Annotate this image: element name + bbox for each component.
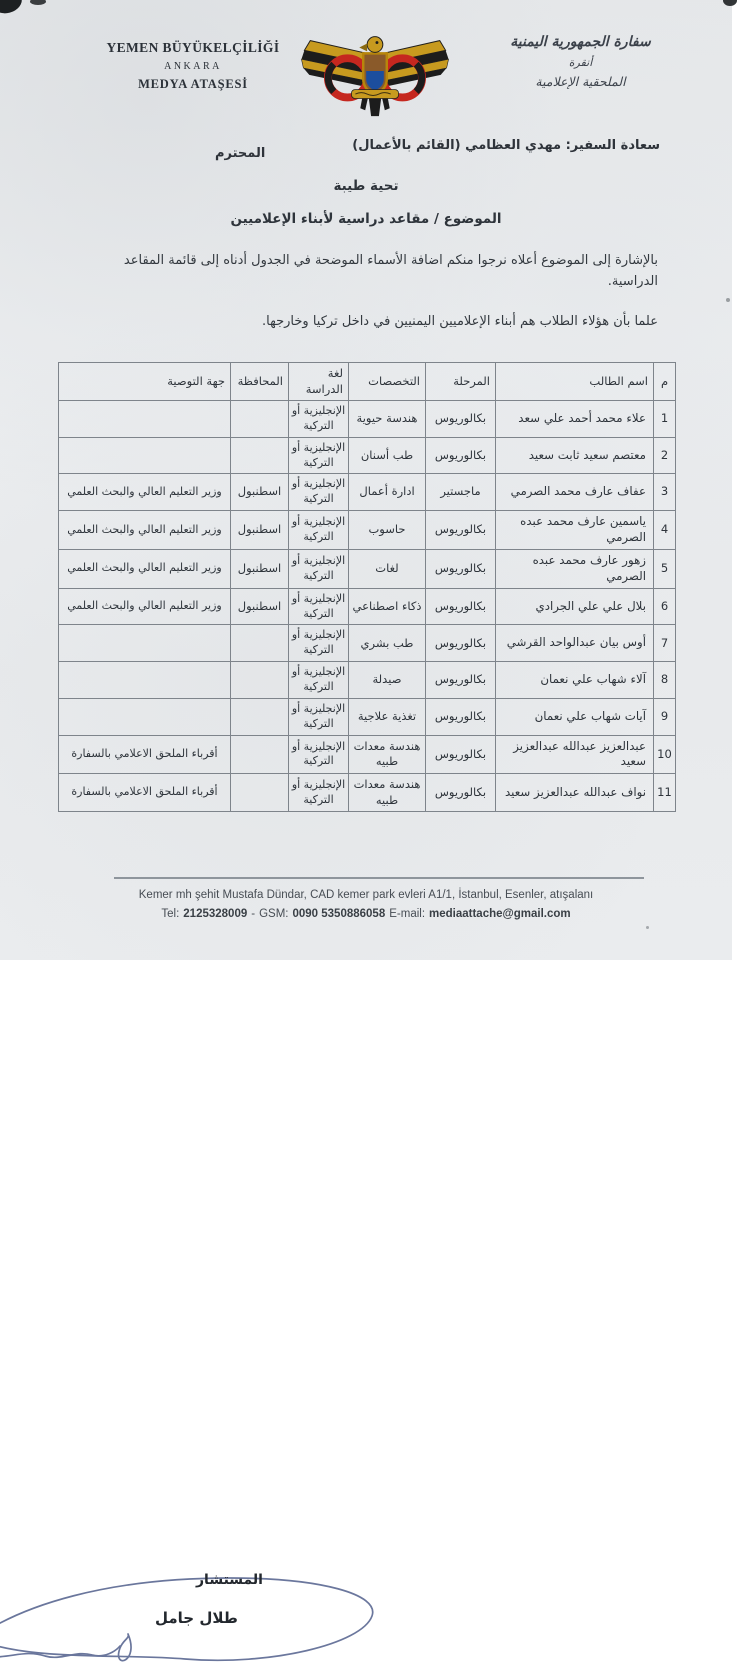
- table-cell: صيدلة: [349, 662, 426, 699]
- table-cell: 5: [654, 549, 676, 588]
- email-label: E-mail:: [389, 908, 426, 920]
- table-cell: وزير التعليم العالي والبحث العلمي: [59, 549, 231, 588]
- table-row: [59, 511, 676, 550]
- table-cell: [231, 437, 289, 474]
- gsm-label: GSM:: [259, 908, 289, 920]
- table-cell: 4: [654, 511, 676, 550]
- table-cell: آيات شهاب علي نعمان: [496, 698, 654, 735]
- table-cell: بكالوريوس: [426, 625, 496, 662]
- table-cell: 7: [654, 625, 676, 662]
- footer-divider: [114, 877, 644, 879]
- table-row: [59, 474, 676, 511]
- tel-number: 2125328009: [183, 908, 248, 920]
- table-cell: بكالوريوس: [426, 401, 496, 438]
- media-attache-label-arabic: الملحقية الإعلامية: [535, 74, 626, 89]
- table-cell: بكالوريوس: [426, 437, 496, 474]
- table-cell: ذكاء اصطناعي: [349, 588, 426, 625]
- salutation-row: [95, 138, 660, 161]
- table-cell: [59, 625, 231, 662]
- embassy-name-arabic: [493, 34, 668, 89]
- table-cell: الإنجليزية أو التركية: [289, 735, 349, 774]
- table-header-cell: المرحلة: [426, 363, 496, 401]
- table-cell: الإنجليزية أو التركية: [289, 698, 349, 735]
- table-cell: أقرباء الملحق الاعلامي بالسفارة: [59, 774, 231, 812]
- table-cell: زهور عارف محمد عبده الصرمي: [496, 549, 654, 588]
- students-table-wrapper: [58, 362, 675, 812]
- embassy-city-arabic: أنقرة: [568, 56, 593, 69]
- body-paragraph-2: علما بأن هؤلاء الطلاب هم أبناء الإعلاميين اليمنيين في داخل تركيا وخارجها.: [262, 314, 658, 329]
- table-cell: لغات: [349, 549, 426, 588]
- scan-speck: [726, 298, 730, 302]
- table-cell: أوس بيان عبدالواحد القرشي: [496, 625, 654, 662]
- table-cell: أقرباء الملحق الاعلامي بالسفارة: [59, 735, 231, 774]
- table-row: [59, 698, 676, 735]
- email-address: mediaattache@gmail.com: [429, 908, 571, 920]
- table-cell: ادارة أعمال: [349, 474, 426, 511]
- table-cell: [59, 662, 231, 699]
- table-cell: [59, 698, 231, 735]
- table-cell: [231, 625, 289, 662]
- table-cell: اسطنبول: [231, 511, 289, 550]
- table-cell: ماجستير: [426, 474, 496, 511]
- table-cell: بلال علي علي الجرادي: [496, 588, 654, 625]
- table-cell: اسطنبول: [231, 588, 289, 625]
- table-cell: وزير التعليم العالي والبحث العلمي: [59, 474, 231, 511]
- table-cell: وزير التعليم العالي والبحث العلمي: [59, 588, 231, 625]
- table-cell: بكالوريوس: [426, 549, 496, 588]
- table-cell: هندسة معدات طبيه: [349, 774, 426, 812]
- table-row: [59, 437, 676, 474]
- yemen-coat-of-arms-icon: [296, 20, 454, 122]
- subject-line: الموضوع / مقاعد دراسية لأبناء الإعلاميين: [230, 211, 502, 227]
- table-cell: آلاء شهاب علي نعمان: [496, 662, 654, 699]
- table-cell: نواف عبدالله عبدالعزيز سعيد: [496, 774, 654, 812]
- table-cell: تغذية علاجية: [349, 698, 426, 735]
- table-body: [59, 401, 676, 812]
- table-row: [59, 588, 676, 625]
- table-cell: الإنجليزية أو التركية: [289, 401, 349, 438]
- table-cell: 3: [654, 474, 676, 511]
- scan-speck: [0, 0, 24, 17]
- table-header-cell: م: [654, 363, 676, 401]
- body-paragraph-1: بالإشارة إلى الموضوع أعلاه نرجوا منكم اضافة الأسماء الموضحة في الجدول أدناه إلى قائمة المقاعد الدراسية.: [123, 253, 658, 289]
- table-cell: الإنجليزية أو التركية: [289, 549, 349, 588]
- table-cell: بكالوريوس: [426, 774, 496, 812]
- table-cell: اسطنبول: [231, 549, 289, 588]
- signatory-title: المستشار: [196, 1572, 263, 1588]
- table-cell: اسطنبول: [231, 474, 289, 511]
- table-row: [59, 735, 676, 774]
- salutation-text: سعادة السفير: مهدي العظامي (القائم بالأعمال): [352, 138, 660, 153]
- table-cell: طب أسنان: [349, 437, 426, 474]
- footer-contacts: [0, 908, 732, 920]
- footer-address: Kemer mh şehit Mustafa Dündar, CAD kemer park evleri A1/1, İstanbul, Esenler, atışalanı: [138, 889, 594, 901]
- table-cell: بكالوريوس: [426, 588, 496, 625]
- scan-speck: [646, 926, 649, 929]
- embassy-name-turkish: [98, 40, 288, 92]
- table-cell: بكالوريوس: [426, 662, 496, 699]
- table-cell: معتصم سعيد ثابت سعيد: [496, 437, 654, 474]
- students-table: [58, 362, 676, 812]
- table-header-cell: التخصصات: [349, 363, 426, 401]
- table-cell: ياسمين عارف محمد عبده الصرمي: [496, 511, 654, 550]
- table-cell: 2: [654, 437, 676, 474]
- table-cell: [231, 401, 289, 438]
- table-cell: هندسة حيوية: [349, 401, 426, 438]
- table-cell: 11: [654, 774, 676, 812]
- table-cell: علاء محمد أحمد علي سعد: [496, 401, 654, 438]
- table-cell: عفاف عارف محمد الصرمي: [496, 474, 654, 511]
- table-header-cell: المحافظة: [231, 363, 289, 401]
- table-header-cell: جهة التوصية: [59, 363, 231, 401]
- table-cell: حاسوب: [349, 511, 426, 550]
- table-cell: طب بشري: [349, 625, 426, 662]
- table-row: [59, 549, 676, 588]
- table-cell: 6: [654, 588, 676, 625]
- scan-speck: [723, 0, 737, 6]
- table-cell: [59, 401, 231, 438]
- media-attache-label: MEDYA ATAŞESİ: [138, 77, 248, 91]
- table-cell: هندسة معدات طبيه: [349, 735, 426, 774]
- table-cell: بكالوريوس: [426, 735, 496, 774]
- table-header-cell: اسم الطالب: [496, 363, 654, 401]
- table-cell: [231, 698, 289, 735]
- table-row: [59, 401, 676, 438]
- table-cell: بكالوريوس: [426, 698, 496, 735]
- table-cell: 1: [654, 401, 676, 438]
- embassy-title: YEMEN BÜYÜKELÇİLİĞİ: [106, 40, 280, 55]
- table-cell: 10: [654, 735, 676, 774]
- table-cell: الإنجليزية أو التركية: [289, 662, 349, 699]
- separator: -: [251, 908, 256, 920]
- tel-label: Tel:: [161, 908, 180, 920]
- embassy-title-arabic: سفارة الجمهورية اليمنية: [510, 34, 651, 50]
- table-cell: الإنجليزية أو التركية: [289, 437, 349, 474]
- table-row: [59, 625, 676, 662]
- greeting-line: تحية طيبة: [333, 178, 399, 194]
- table-cell: [231, 735, 289, 774]
- honorific-text: المحترم: [215, 146, 266, 161]
- table-cell: الإنجليزية أو التركية: [289, 625, 349, 662]
- table-cell: الإنجليزية أو التركية: [289, 511, 349, 550]
- gsm-number: 0090 5350886058: [292, 908, 386, 920]
- table-cell: الإنجليزية أو التركية: [289, 474, 349, 511]
- table-row: [59, 662, 676, 699]
- table-cell: [59, 437, 231, 474]
- signatory-name: طلال جامل: [155, 1609, 238, 1627]
- table-cell: [231, 662, 289, 699]
- table-cell: بكالوريوس: [426, 511, 496, 550]
- table-head: [59, 363, 676, 401]
- table-cell: الإنجليزية أو التركية: [289, 774, 349, 812]
- table-cell: 9: [654, 698, 676, 735]
- table-cell: عبدالعزيز عبدالله عبدالعزيز سعيد: [496, 735, 654, 774]
- table-header-cell: لغة الدراسة: [289, 363, 349, 401]
- scan-speck: [30, 0, 46, 5]
- embassy-city: ANKARA: [164, 61, 222, 72]
- table-cell: 8: [654, 662, 676, 699]
- table-cell: الإنجليزية أو التركية: [289, 588, 349, 625]
- table-cell: وزير التعليم العالي والبحث العلمي: [59, 511, 231, 550]
